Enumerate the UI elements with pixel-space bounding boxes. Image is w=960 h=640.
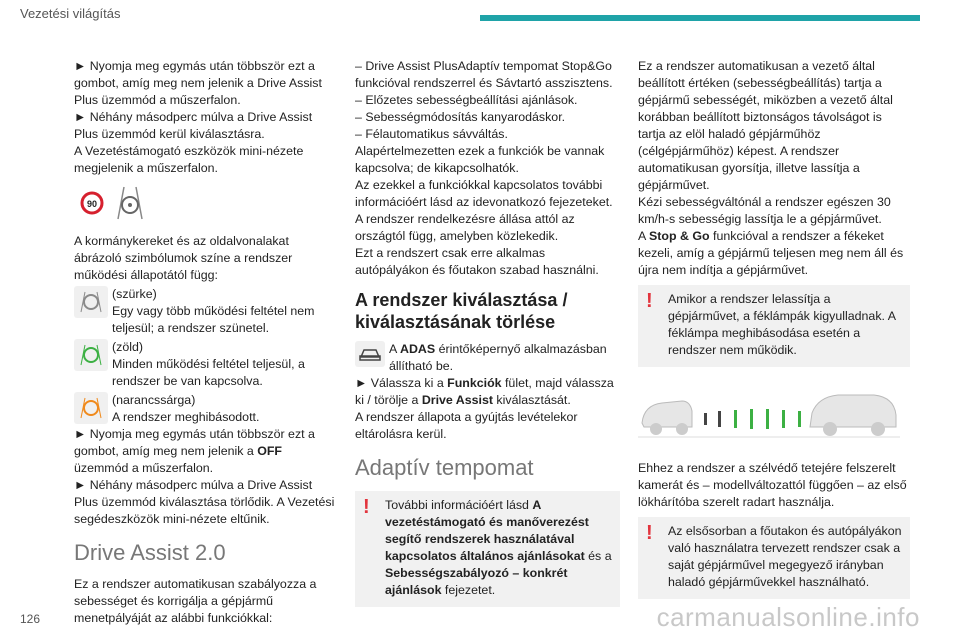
column-1: [74, 58, 336, 627]
paragraph: Az ezekkel a funkciókkal kapcsolatos további információért lásd az idevonatkozó fejezeteket.: [355, 178, 613, 209]
text-run: További információért lásd: [385, 498, 533, 512]
column-3: [638, 58, 910, 605]
text-run: érintőképernyő alkalmazásban állítható be.: [389, 342, 607, 373]
header-accent-bar: [480, 15, 920, 21]
text-run-bold: OFF: [257, 444, 282, 458]
adaptive-cruise-illustration: [638, 383, 900, 441]
paragraph: A Vezetéstámogató eszközök mini-nézete megjelenik a műszerfalon.: [74, 144, 304, 175]
state-green-row: [74, 339, 336, 390]
list-item: – Előzetes sebességbeállítási ajánlások.: [355, 93, 578, 107]
state-color-label: (zöld): [112, 340, 143, 354]
section-heading: A rendszer kiválasztása / kiválasztásának törlése: [355, 290, 568, 332]
text-run: ► Nyomja meg egymás után többször ezt a gombot, amíg meg nem jelenik a: [74, 427, 315, 458]
adas-row: [355, 341, 620, 375]
warning-icon: !: [363, 496, 370, 518]
paragraph: Ez a rendszer automatikusan a vezető által beállított értéken (sebességbeállítás) tartja a gépjármű sebességét, miközben a vezető által korábban beállított biztonságos távolságot is tartja az elöl haladó gépjárműhöz (célgépjárműhöz) képest. A rendszer automatikusan gyorsítja, illetve lassítja a gépjárművet.: [638, 59, 893, 192]
text-run: A: [638, 229, 650, 243]
car-icon: [355, 341, 385, 367]
steering-wheel-lane-icon: [110, 185, 150, 221]
paragraph: Ez a rendszer automatikusan szabályozza a sebességet és korrigálja a gépjármű menetpályáját az alábbi funkciókkal:: [74, 577, 317, 625]
watermark: carmanualsonline.info: [656, 602, 920, 632]
state-description: Egy vagy több működési feltétel nem teljesül; a rendszer szünetel.: [112, 304, 315, 335]
text-run-bold: A vezetéstámogató és manőverezést segítő rendszerek használatával kapcsolatos általános ajánlásokat: [385, 498, 589, 563]
paragraph: Alapértelmezetten ezek a funkciók be vannak kapcsolva; de kikapcsolhatók.: [355, 144, 605, 175]
paragraph: Ezt a rendszert csak erre alkalmas autópályákon és főutakon szabad használni.: [355, 246, 599, 277]
section-heading: Drive Assist 2.0: [74, 540, 226, 565]
steering-wheel-green-icon: [74, 339, 108, 371]
text-run-bold: Stop & Go: [649, 229, 710, 243]
text-run: kiválasztását.: [492, 393, 571, 407]
state-description: Minden működési feltétel teljesül, a rendszer be van kapcsolva.: [112, 357, 305, 388]
state-description: A rendszer meghibásodott.: [112, 410, 260, 424]
speed-limit-badge-icon: [80, 191, 104, 215]
page-header-title: Vezetési világítás: [20, 6, 121, 21]
paragraph: Ehhez a rendszer a szélvédő tetejére felszerelt kamerát és – modellváltozattól függően – az első lökhárítóba szerelt radart használja.: [638, 461, 907, 509]
text-run: fület, majd válassza ki / törölje a: [355, 376, 614, 407]
warning-icon: !: [646, 290, 653, 312]
state-orange-row: [74, 392, 336, 426]
paragraph: A rendszer állapota a gyújtás levételekor eltárolásra kerül.: [355, 410, 578, 441]
note-text: Amikor a rendszer lelassítja a gépjárművet, a féklámpák kigyulladnak. A féklámpa meghibásodása esetén a rendszer nem működik.: [668, 292, 896, 357]
drive-assist-icons: [80, 185, 336, 221]
section-heading: Adaptív tempomat: [355, 455, 534, 480]
state-color-label: (szürke): [112, 287, 157, 301]
steering-wheel-orange-icon: [74, 392, 108, 424]
paragraph: A rendszer rendelkezésre állása attól az országtól függ, amelyben közlekedik.: [355, 212, 575, 243]
warning-note: [638, 285, 910, 367]
paragraph: ► Néhány másodperc múlva a Drive Assist Plus üzemmód kerül kiválasztásra.: [74, 110, 313, 141]
warning-note: [355, 491, 620, 607]
note-text: [363, 497, 612, 599]
speed-badge-label: 90: [86, 199, 98, 209]
list-item: – Félautomatikus sávváltás.: [355, 127, 508, 141]
column-2: [355, 58, 620, 613]
paragraph: [355, 375, 620, 409]
paragraph: ► Nyomja meg egymás után többször ezt a gombot, amíg meg nem jelenik a Drive Assist Plus üzemmód a műszerfalon.: [74, 59, 322, 107]
state-grey-row: [74, 286, 336, 337]
text-run: ► Válassza ki a: [355, 376, 448, 390]
text-run: és a: [584, 549, 612, 563]
text-run: üzemmód a műszerfalon.: [74, 461, 214, 475]
warning-icon: !: [646, 522, 653, 544]
text-run: fejezetet.: [441, 583, 496, 597]
steering-wheel-grey-icon: [74, 286, 108, 318]
text-run: A: [389, 342, 401, 356]
list-item: – Drive Assist PlusAdaptív tempomat Stop&Go funkcióval rendszerrel és Sávtartó asszisztens.: [355, 59, 613, 90]
paragraph: [389, 341, 620, 375]
paragraph: A kormánykereket és az oldalvonalakat ábrázoló szimbólumok színe a rendszer működési állapotától függ:: [74, 234, 293, 282]
text-run-bold: Drive Assist: [421, 393, 493, 407]
paragraph: ► Néhány másodperc múlva a Drive Assist Plus üzemmód kiválasztása törlődik. A Vezetési segédeszközök mini-nézete eltűnik.: [74, 478, 335, 526]
text-run: funkcióval a rendszer a fékeket kezeli, amíg a gépjármű teljesen meg nem áll és újra nem indítja a gépjárművet.: [638, 229, 904, 277]
list-item: – Sebességmódosítás kanyarodáskor.: [355, 110, 566, 124]
paragraph: [74, 426, 336, 477]
state-color-label: (narancssárga): [112, 393, 196, 407]
warning-note: [638, 517, 910, 599]
text-run-bold: Sebességszabályozó – konkrét ajánlások: [385, 566, 568, 597]
page-number: 126: [20, 612, 41, 626]
text-run-bold: Funkciók: [447, 376, 502, 390]
paragraph: [638, 228, 910, 279]
paragraph: Kézi sebességváltónál a rendszer egészen 30 km/h-s sebességig lassítja le a gépjárművet.: [638, 195, 891, 226]
text-run-bold: ADAS: [400, 342, 436, 356]
note-text: Az elsősorban a főutakon és autópályákon való használatra tervezett rendszer csak a saját gépjárművel megegyező irányban haladó gépjárművekkel használható.: [668, 524, 902, 589]
